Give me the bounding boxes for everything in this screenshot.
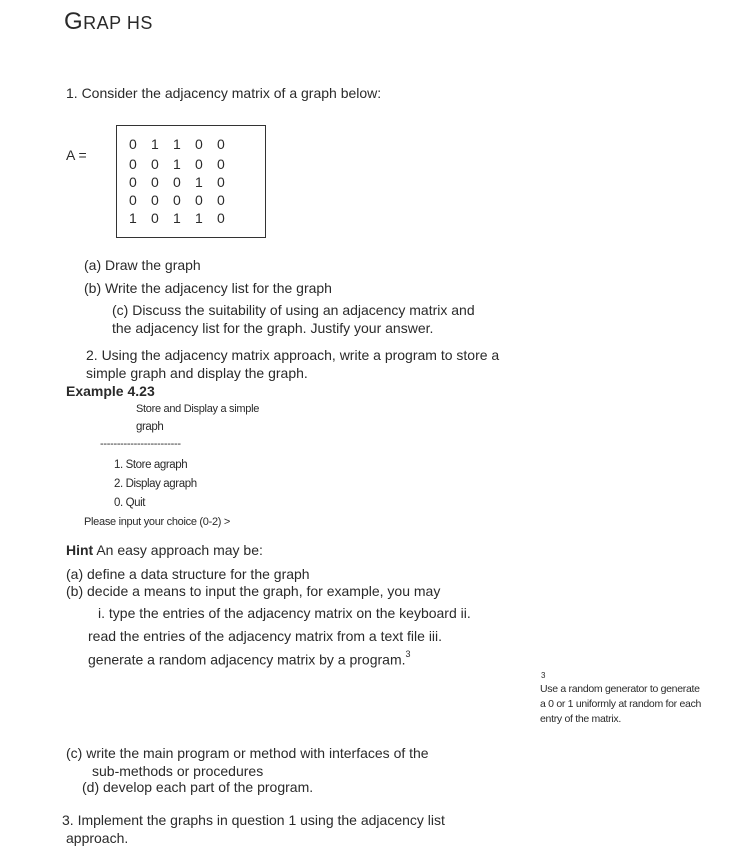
hint-option-iii: generate a random adjacency matrix by a program.$^3$ [88,649,411,668]
hint-part-a: (a) define a data structure for the graph [66,566,310,582]
matrix-cell: 1 [195,210,203,226]
example-menu-display: 2. Display agraph [114,478,197,490]
matrix-cell: 0 [129,136,137,152]
matrix-cell: 0 [217,210,225,226]
matrix-cell: 0 [217,192,225,208]
matrix-cell: 1 [195,174,203,190]
footnote-line2: a 0 or 1 uniformly at random for each [540,698,702,710]
matrix-cell: 0 [151,156,159,172]
matrix-cell: 0 [195,156,203,172]
example-input-prompt: Please input your choice (0-2) > [84,516,231,528]
matrix-cell: 1 [129,210,137,226]
hint-part-b: (b) decide a means to input the graph, for example, you may [66,583,441,599]
footnote-line1: Use a random generator to generate [540,683,700,695]
footnote-number: 3 [541,671,546,680]
example-menu-store: 1. Store agraph [114,459,188,471]
question-1-prompt: 1. Consider the adjacency matrix of a graph below: [66,85,382,101]
hint-intro: Hint An easy approach may be: [66,542,263,558]
example-subtitle-line2: graph [136,421,164,433]
matrix-cell: 1 [173,210,181,226]
matrix-cell: 0 [151,174,159,190]
matrix-cell: 1 [151,136,159,152]
matrix-cell: 0 [151,192,159,208]
example-heading: Example 4.23 [66,383,155,399]
matrix-cell: 0 [195,136,203,152]
hint-option-ii: read the entries of the adjacency matrix from a text file iii. [88,628,443,644]
question-1-part-a: (a) Draw the graph [84,257,201,273]
matrix-row [129,174,239,190]
adjacency-matrix [116,125,266,238]
matrix-cell: 0 [173,174,181,190]
question-3-line1: 3. Implement the graphs in question 1 using the adjacency list [62,812,445,828]
matrix-row [129,156,239,172]
question-2-line1: 2. Using the adjacency matrix approach, write a program to store a [86,347,500,363]
matrix-row [129,136,239,152]
question-1-part-b: (b) Write the adjacency list for the graph [84,280,332,296]
example-divider: ------------------------ [100,438,181,450]
example-menu-quit: 0. Quit [114,497,146,509]
matrix-cell: 0 [129,192,137,208]
matrix-cell: 0 [195,192,203,208]
question-2-line2: simple graph and display the graph. [86,365,308,381]
matrix-cell: 0 [217,174,225,190]
hint-part-c-line2: sub-methods or procedures [92,763,264,779]
matrix-cell: 0 [151,210,159,226]
matrix-cell: 0 [217,156,225,172]
page-title: GRAP HS [64,8,153,35]
matrix-cell: 0 [217,136,225,152]
matrix-row [129,210,239,226]
hint-part-d: (d) develop each part of the program. [82,779,314,795]
question-3-line2: approach. [66,830,129,846]
matrix-cell: 0 [129,156,137,172]
matrix-label: A = [66,147,87,163]
hint-part-c-line1: (c) write the main program or method with interfaces of the [66,745,429,761]
footnote-marker: 3 [405,649,411,659]
matrix-cell: 0 [173,192,181,208]
footnote-line3: entry of the matrix. [540,713,621,725]
example-subtitle-line1: Store and Display a simple [136,403,260,415]
matrix-cell: 1 [173,136,181,152]
matrix-cell: 0 [129,174,137,190]
matrix-row [129,192,239,208]
hint-option-i: i. type the entries of the adjacency matrix on the keyboard ii. [98,605,471,621]
matrix-cell: 1 [173,156,181,172]
question-1-part-c-line1: (c) Discuss the suitability of using an adjacency matrix and [112,302,475,318]
question-1-part-c-line2: the adjacency list for the graph. Justify your answer. [112,320,434,336]
